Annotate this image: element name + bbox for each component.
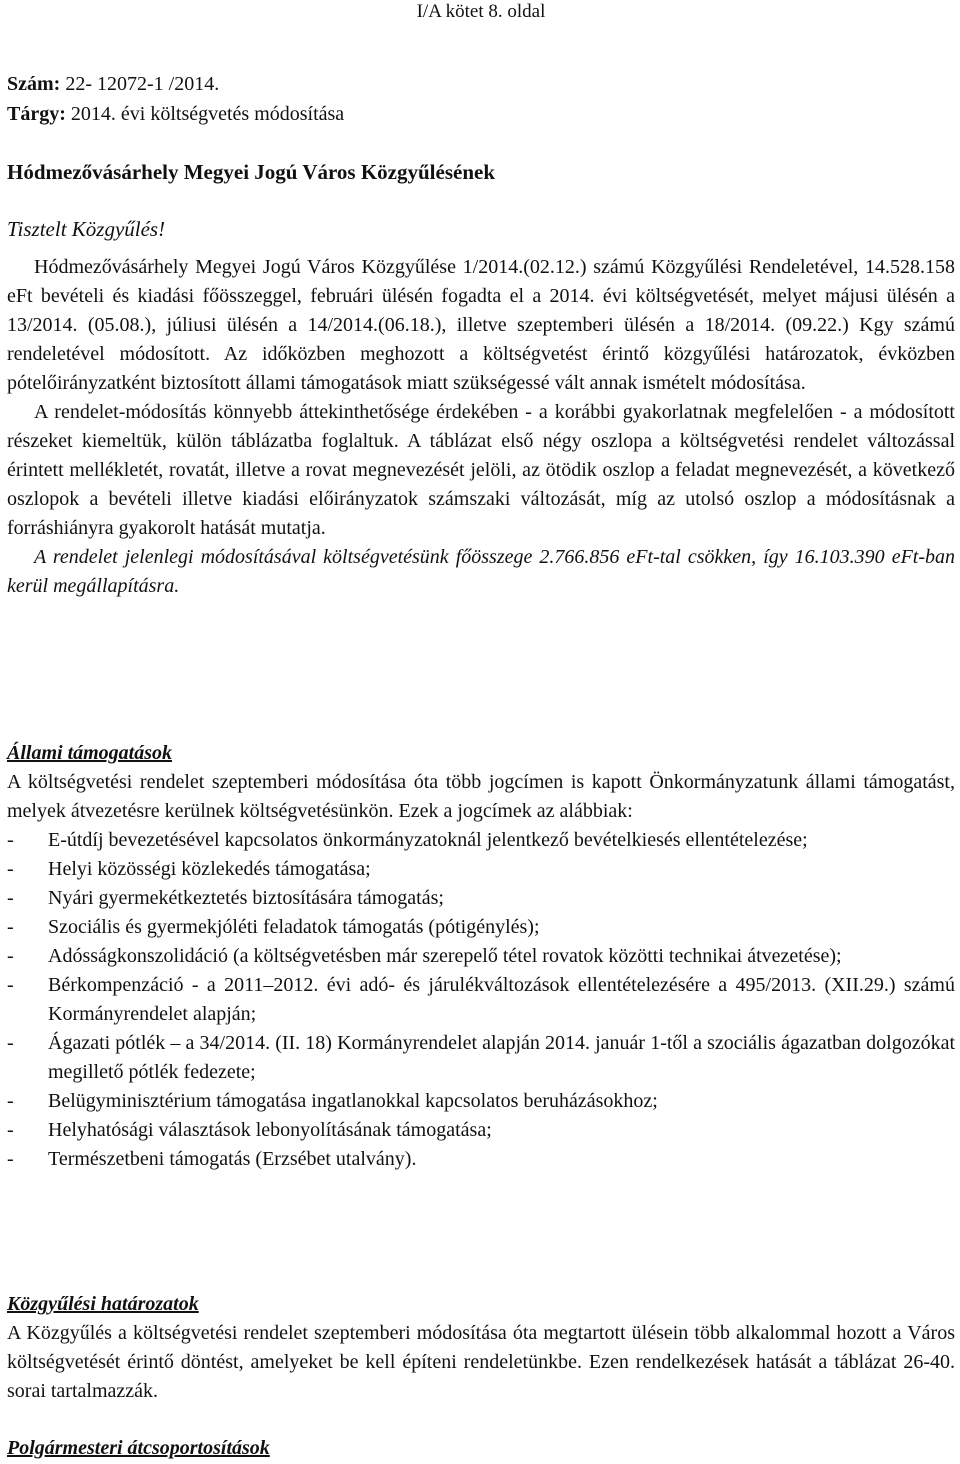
list-item-text: Nyári gyermekétkeztetés biztosítására támogatás; [48,887,444,909]
list-item-text: Szociális és gyermekjóléti feladatok támogatás (pótigénylés); [48,916,540,938]
list-item-text: Bérkompenzáció - a 2011–2012. évi adó- és járulékváltozások ellentételezésére a 495/2013. (XII.29.) számú Kormányrendelet alapján; [48,974,955,1025]
state-aid-section [7,739,955,1174]
state-aid-list [7,826,955,1174]
dash-marker: - [7,858,14,880]
dash-marker: - [7,945,14,967]
dash-marker: - [7,1119,14,1141]
list-item [7,855,955,884]
mayor-section [7,1434,955,1463]
intro-paragraph-2: A rendelet-módosítás könnyebb áttekinthetősége érdekében - a korábbi gyakorlatnak megfelelően - a módosított részeket kiemeltük, külön táblázatba foglaltuk. A táblázat első négy oszlopa a költségvetési rendelet változással érintett mellékletét, rovatát, illetve a rovat megnevezését jelöli, az ötödik oszlop a feladat megnevezését, a következő oszlopok a bevételi illetve kiadási előirányzatok számszaki változását, míg az utolsó oszlop a módosításnak a forráshiányra gyakorolt hatását mutatja. [7,401,955,539]
list-item [7,826,955,855]
reference-number-line [7,71,219,97]
list-item [7,971,955,1029]
subject-label: Tárgy: [7,103,66,125]
page-reference: I/A kötet 8. oldal [416,1,546,22]
list-item [7,1145,955,1174]
number-value: 22- 12072-1 /2014. [65,73,220,95]
intro-paragraph-3: A rendelet jelenlegi módosításával költségvetésünk főösszege 2.766.856 eFt-tal csökken, így 16.103.390 eFt-ban kerül megállapításra. [7,546,955,597]
list-item [7,913,955,942]
dash-marker: - [7,1090,14,1112]
subject-value: 2014. évi költségvetés módosítása [70,103,345,125]
dash-marker: - [7,974,14,996]
list-item [7,884,955,913]
list-item [7,1087,955,1116]
resolutions-body: A Közgyűlés a költségvetési rendelet szeptemberi módosítása óta megtartott ülésein több alkalommal hozott a Város költségvetését érintő döntést, amelyeket be kell építeni rendeletünkbe. Ezen rendelkezések hatását a táblázat 26-40. sorai tartalmazzák. [7,1322,955,1402]
resolutions-section [7,1290,955,1406]
mayor-heading: Polgármesteri átcsoportosítások [7,1437,270,1459]
state-aid-body: A költségvetési rendelet szeptemberi módosítása óta több jogcímen is kapott Önkormányzatunk állami támogatást, melyek átvezetésre kerülnek költségvetésünkön. Ezek a jogcímek az alábbiak: [7,771,955,822]
list-item-text: Belügyminisztérium támogatása ingatlanokkal kapcsolatos beruházásokhoz; [48,1090,658,1112]
state-aid-heading: Állami támogatások [7,742,173,764]
dash-marker: - [7,887,14,909]
dash-marker: - [7,1032,14,1054]
list-item [7,942,955,971]
list-item-text: Természetbeni támogatás (Erzsébet utalvány). [48,1148,417,1170]
list-item-text: Adósságkonszolidáció (a költségvetésben már szerepelő tétel rovatok közötti technikai átvezetése); [48,945,842,967]
dash-marker: - [7,1148,14,1170]
salutation: Tisztelt Közgyűlés! [7,217,166,241]
intro-section [7,253,955,601]
subject-line [7,101,344,127]
page-header [7,0,955,24]
list-item [7,1116,955,1145]
list-item [7,1029,955,1087]
list-item-text: E-útdíj bevezetésével kapcsolatos önkormányzatoknál jelentkező bevételkiesés ellentételezése; [48,829,808,851]
resolutions-heading: Közgyűlési határozatok [7,1293,199,1315]
list-item-text: Helyhatósági választások lebonyolításának támogatása; [48,1119,492,1141]
intro-paragraph-1: Hódmezővásárhely Megyei Jogú Város Közgyűlése 1/2014.(02.12.) számú Közgyűlési Rendeletével, 14.528.158 eFt bevételi és kiadási főösszeggel, februári ülésén fogadta el a 2014. évi költségvetését, melyet májusi ülésén a 13/2014. (05.08.), júliusi ülésén a 14/2014.(06.18.), illetve szeptemberi ülésén a 18/2014. (09.22.) Kgy számú rendeletével módosított. Az időközben meghozott a költségvetést érintő közgyűlési határozatok, évközben pótelőirányzatként biztosított állami támogatások miatt szükségessé vált annak ismételt módosítása. [7,256,955,394]
list-item-text: Helyi közösségi közlekedés támogatása; [48,858,371,880]
dash-marker: - [7,829,14,851]
dash-marker: - [7,916,14,938]
addressee: Hódmezővásárhely Megyei Jogú Város Közgyűlésének [7,160,496,184]
number-label: Szám: [7,73,61,95]
list-item-text: Ágazati pótlék – a 34/2014. (II. 18) Kormányrendelet alapján 2014. január 1-től a szociális ágazatban dolgozókat megillető pótlék fedezete; [48,1032,955,1083]
